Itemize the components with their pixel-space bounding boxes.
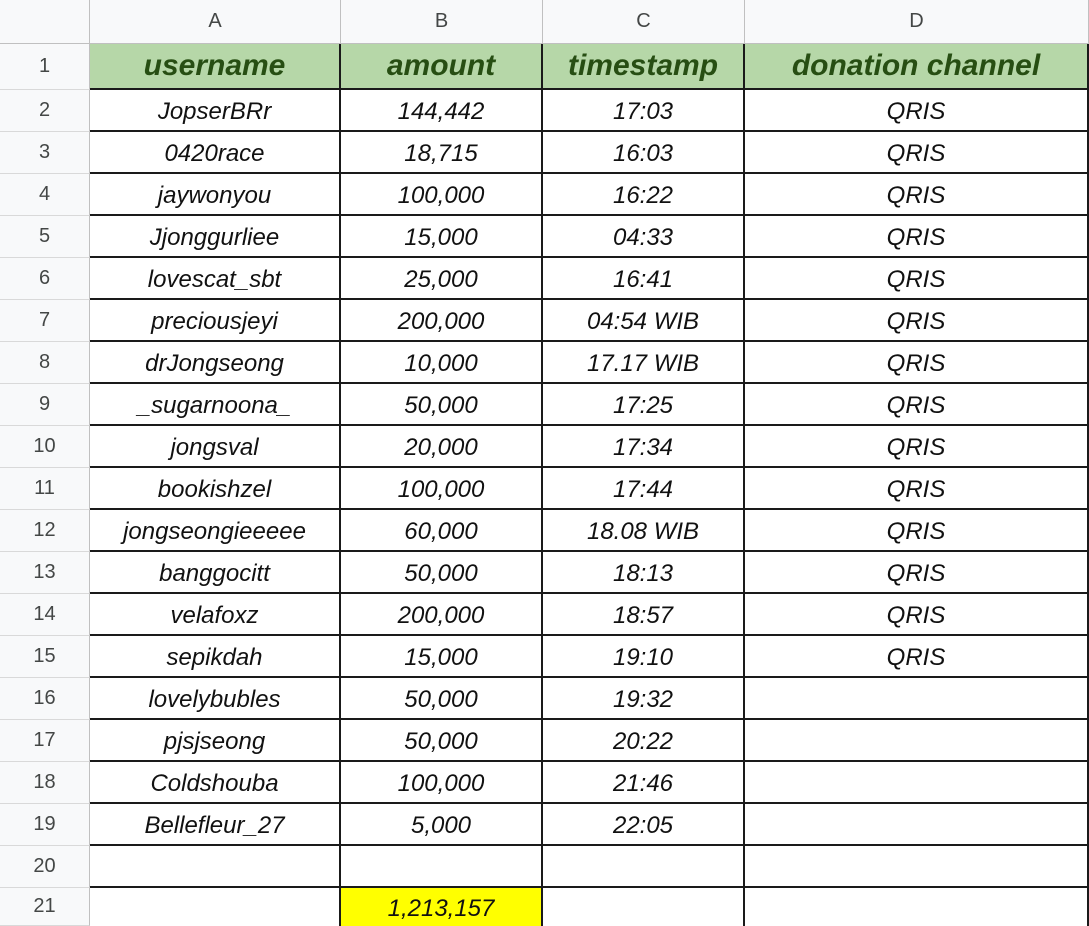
table-cell-timestamp[interactable]: 17:03	[543, 90, 745, 132]
table-cell-channel[interactable]	[745, 846, 1089, 888]
row-header-1[interactable]: 1	[0, 44, 90, 90]
header-cell-timestamp[interactable]: timestamp	[543, 44, 745, 90]
table-cell-amount[interactable]: 60,000	[341, 510, 543, 552]
column-header-b[interactable]: B	[341, 0, 543, 44]
row-header[interactable]: 20	[0, 846, 90, 888]
table-cell-timestamp[interactable]: 19:32	[543, 678, 745, 720]
table-cell-timestamp[interactable]: 17:25	[543, 384, 745, 426]
table-cell-username[interactable]: jongsval	[90, 426, 341, 468]
table-cell-amount[interactable]: 15,000	[341, 216, 543, 258]
table-cell-channel[interactable]: QRIS	[745, 132, 1089, 174]
row-header[interactable]: 8	[0, 342, 90, 384]
row-header[interactable]: 4	[0, 174, 90, 216]
table-cell-channel[interactable]: QRIS	[745, 342, 1089, 384]
table-cell-username[interactable]: Bellefleur_27	[90, 804, 341, 846]
row-header[interactable]: 6	[0, 258, 90, 300]
table-cell-timestamp[interactable]: 19:10	[543, 636, 745, 678]
table-cell-channel[interactable]: QRIS	[745, 552, 1089, 594]
table-cell-channel[interactable]	[745, 804, 1089, 846]
table-cell-username[interactable]	[90, 846, 341, 888]
row-header[interactable]: 10	[0, 426, 90, 468]
table-cell-amount[interactable]: 20,000	[341, 426, 543, 468]
table-cell-channel[interactable]: QRIS	[745, 258, 1089, 300]
table-cell-channel[interactable]: QRIS	[745, 174, 1089, 216]
row-header[interactable]: 19	[0, 804, 90, 846]
table-cell-username[interactable]: JopserBRr	[90, 90, 341, 132]
table-cell-amount[interactable]: 50,000	[341, 552, 543, 594]
row-header[interactable]: 15	[0, 636, 90, 678]
table-cell-timestamp[interactable]: 17:44	[543, 468, 745, 510]
table-cell-timestamp[interactable]: 17:34	[543, 426, 745, 468]
table-cell-channel[interactable]: QRIS	[745, 384, 1089, 426]
table-cell-timestamp[interactable]: 18:13	[543, 552, 745, 594]
table-cell-username[interactable]: Coldshouba	[90, 762, 341, 804]
table-cell-username[interactable]: jaywonyou	[90, 174, 341, 216]
total-cell-username[interactable]	[90, 888, 341, 926]
table-cell-amount[interactable]: 50,000	[341, 720, 543, 762]
total-cell-channel[interactable]	[745, 888, 1089, 926]
table-cell-timestamp[interactable]: 20:22	[543, 720, 745, 762]
column-header-c[interactable]: C	[543, 0, 745, 44]
table-cell-username[interactable]: Jjonggurliee	[90, 216, 341, 258]
table-cell-channel[interactable]	[745, 720, 1089, 762]
table-cell-timestamp[interactable]: 18.08 WIB	[543, 510, 745, 552]
table-cell-channel[interactable]	[745, 762, 1089, 804]
table-cell-channel[interactable]: QRIS	[745, 300, 1089, 342]
row-header[interactable]: 5	[0, 216, 90, 258]
row-header[interactable]: 17	[0, 720, 90, 762]
table-cell-username[interactable]: jongseongieeeee	[90, 510, 341, 552]
table-cell-amount[interactable]: 100,000	[341, 174, 543, 216]
table-cell-amount[interactable]: 5,000	[341, 804, 543, 846]
table-cell-amount[interactable]: 200,000	[341, 300, 543, 342]
table-cell-channel[interactable]: QRIS	[745, 426, 1089, 468]
row-header[interactable]: 9	[0, 384, 90, 426]
table-cell-username[interactable]: drJongseong	[90, 342, 341, 384]
table-cell-timestamp[interactable]: 22:05	[543, 804, 745, 846]
column-header-d[interactable]: D	[745, 0, 1089, 44]
table-cell-timestamp[interactable]: 21:46	[543, 762, 745, 804]
table-cell-timestamp[interactable]: 04:33	[543, 216, 745, 258]
table-cell-username[interactable]: preciousjeyi	[90, 300, 341, 342]
table-cell-channel[interactable]: QRIS	[745, 90, 1089, 132]
table-cell-channel[interactable]: QRIS	[745, 216, 1089, 258]
table-cell-amount[interactable]: 50,000	[341, 678, 543, 720]
table-cell-amount[interactable]: 15,000	[341, 636, 543, 678]
total-cell-amount[interactable]: 1,213,157	[341, 888, 543, 926]
row-header[interactable]: 12	[0, 510, 90, 552]
table-cell-username[interactable]: velafoxz	[90, 594, 341, 636]
table-cell-timestamp[interactable]: 16:22	[543, 174, 745, 216]
table-cell-amount[interactable]: 10,000	[341, 342, 543, 384]
table-cell-username[interactable]: lovelybubles	[90, 678, 341, 720]
row-header[interactable]: 11	[0, 468, 90, 510]
table-cell-username[interactable]: banggocitt	[90, 552, 341, 594]
table-cell-username[interactable]: lovescat_sbt	[90, 258, 341, 300]
table-cell-timestamp[interactable]: 04:54 WIB	[543, 300, 745, 342]
row-header[interactable]: 14	[0, 594, 90, 636]
table-cell-timestamp[interactable]: 16:03	[543, 132, 745, 174]
table-cell-timestamp[interactable]	[543, 846, 745, 888]
table-cell-amount[interactable]: 25,000	[341, 258, 543, 300]
row-header[interactable]: 16	[0, 678, 90, 720]
table-cell-amount[interactable]: 200,000	[341, 594, 543, 636]
header-cell-amount[interactable]: amount	[341, 44, 543, 90]
table-cell-channel[interactable]: QRIS	[745, 468, 1089, 510]
header-cell-username[interactable]: username	[90, 44, 341, 90]
table-cell-username[interactable]: bookishzel	[90, 468, 341, 510]
table-cell-channel[interactable]: QRIS	[745, 594, 1089, 636]
header-cell-donation-channel[interactable]: donation channel	[745, 44, 1089, 90]
table-cell-channel[interactable]: QRIS	[745, 510, 1089, 552]
total-cell-timestamp[interactable]	[543, 888, 745, 926]
table-cell-channel[interactable]	[745, 678, 1089, 720]
table-cell-amount[interactable]: 50,000	[341, 384, 543, 426]
row-header[interactable]: 7	[0, 300, 90, 342]
row-header[interactable]: 21	[0, 888, 90, 926]
table-cell-username[interactable]: _sugarnoona_	[90, 384, 341, 426]
table-cell-username[interactable]: sepikdah	[90, 636, 341, 678]
table-cell-amount[interactable]: 100,000	[341, 468, 543, 510]
table-cell-username[interactable]: 0420race	[90, 132, 341, 174]
column-header-a[interactable]: A	[90, 0, 341, 44]
table-cell-amount[interactable]: 100,000	[341, 762, 543, 804]
table-cell-amount[interactable]: 18,715	[341, 132, 543, 174]
table-cell-channel[interactable]: QRIS	[745, 636, 1089, 678]
table-cell-timestamp[interactable]: 16:41	[543, 258, 745, 300]
table-cell-amount[interactable]	[341, 846, 543, 888]
row-header[interactable]: 2	[0, 90, 90, 132]
table-cell-amount[interactable]: 144,442	[341, 90, 543, 132]
row-header[interactable]: 3	[0, 132, 90, 174]
row-header[interactable]: 13	[0, 552, 90, 594]
table-cell-timestamp[interactable]: 17.17 WIB	[543, 342, 745, 384]
table-cell-timestamp[interactable]: 18:57	[543, 594, 745, 636]
row-header[interactable]: 18	[0, 762, 90, 804]
select-all-corner[interactable]	[0, 0, 90, 44]
table-cell-username[interactable]: pjsjseong	[90, 720, 341, 762]
